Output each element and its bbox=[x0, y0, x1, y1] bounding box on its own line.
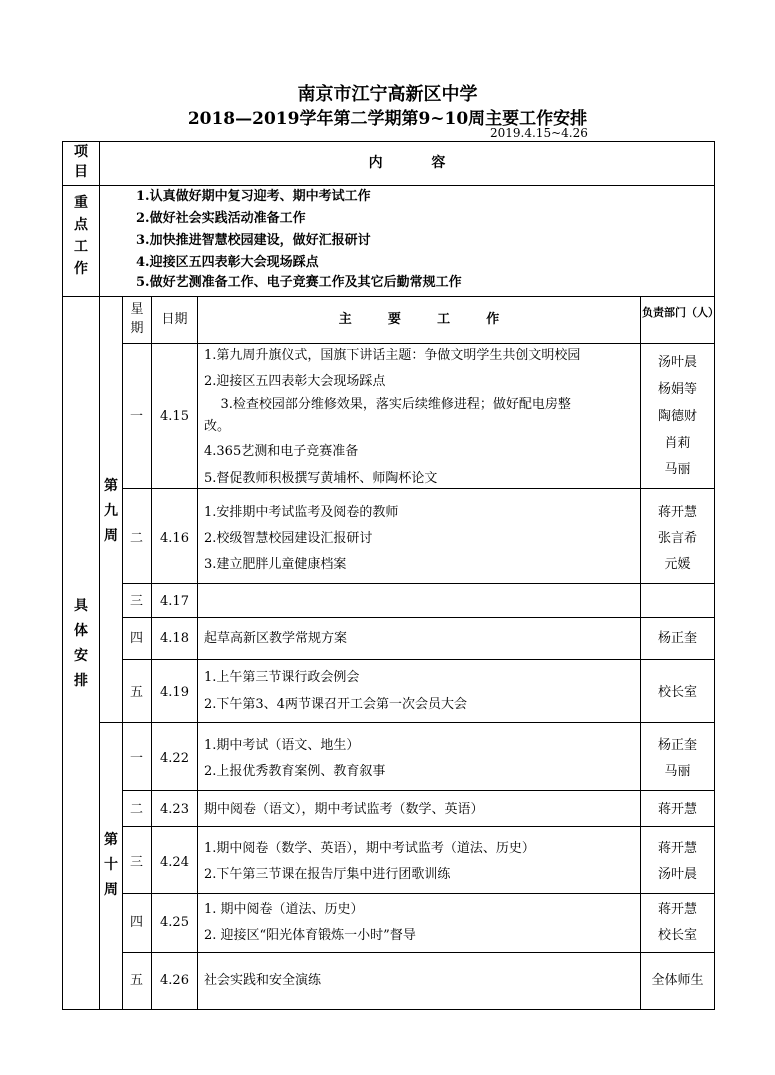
work-line: 1.期中考试（语文、地生） bbox=[204, 738, 360, 753]
work-line: 2.上报优秀教育案例、教育叙事 bbox=[204, 764, 386, 779]
date-range: 2019.4.15~4.26 bbox=[490, 126, 588, 140]
dept-cell: 蒋开慧 bbox=[657, 902, 697, 917]
key-work-item: 2.做好社会实践活动准备工作 bbox=[136, 211, 306, 226]
school-title: 南京市江宁高新区中学 bbox=[297, 84, 478, 105]
col-dept: 负责部门（人） bbox=[642, 306, 719, 319]
work-line: 期中阅卷（语文），期中考试监考（数学、英语） bbox=[204, 802, 484, 817]
dept-cell: 张言希 bbox=[657, 531, 697, 546]
dept-cell: 汤叶晨 bbox=[657, 355, 697, 370]
work-line: 1.第九周升旗仪式，国旗下讲话主题：争做文明学生共创文明校园 bbox=[204, 348, 581, 363]
date-cell: 4.23 bbox=[160, 802, 189, 817]
weekday-cell: 二 bbox=[129, 802, 143, 817]
work-line: 5.督促教师积极撰写黄埔杯、师陶杯论文 bbox=[204, 471, 438, 486]
dept-cell: 全体师生 bbox=[651, 973, 704, 988]
dept-cell: 蒋开慧 bbox=[657, 802, 697, 817]
work-line: 2.迎接区五四表彰大会现场踩点 bbox=[204, 374, 386, 389]
dept-cell: 杨正奎 bbox=[657, 738, 697, 753]
header-content: 内 容 bbox=[368, 155, 446, 171]
weekday-cell: 四 bbox=[129, 631, 143, 646]
work-line: 2.下午第三节课在报告厅集中进行团歌训练 bbox=[204, 867, 451, 882]
date-cell: 4.17 bbox=[160, 594, 189, 609]
work-line: 1.期中阅卷（数学、英语），期中考试监考（道法、历史） bbox=[204, 841, 535, 856]
weekday-cell: 一 bbox=[129, 409, 143, 424]
weekday-cell: 一 bbox=[129, 751, 143, 766]
dept-cell: 汤叶晨 bbox=[657, 867, 697, 882]
date-cell: 4.19 bbox=[160, 685, 189, 700]
dept-cell: 杨娟等 bbox=[657, 382, 697, 397]
weekday-cell: 五 bbox=[129, 685, 143, 700]
week9-label: 第九周 bbox=[104, 478, 118, 544]
col-work: 主 要 工 作 bbox=[338, 312, 500, 327]
dept-cell: 元媛 bbox=[664, 557, 691, 572]
key-work-label: 重点工作 bbox=[74, 195, 88, 277]
dept-cell: 蒋开慧 bbox=[657, 505, 697, 520]
date-cell: 4.25 bbox=[160, 915, 189, 930]
dept-cell: 马丽 bbox=[664, 764, 691, 779]
dept-cell: 杨正奎 bbox=[657, 631, 697, 646]
document-subtitle: 2018—2019学年第二学期第9~10周主要工作安排 bbox=[187, 109, 588, 129]
week10-label: 第十周 bbox=[104, 832, 118, 898]
work-line: 2. 迎接区“阳光体育锻炼一小时”督导 bbox=[204, 928, 416, 943]
work-line: 1. 期中阅卷（道法、历史） bbox=[204, 902, 364, 917]
date-cell: 4.18 bbox=[160, 631, 189, 646]
work-line: 改。 bbox=[204, 419, 231, 434]
dept-cell: 校长室 bbox=[657, 928, 697, 943]
col-weekday: 星期 bbox=[130, 302, 144, 336]
work-line: 2.下午第3、4两节课召开工会第一次会员大会 bbox=[204, 697, 467, 712]
weekday-cell: 三 bbox=[129, 855, 143, 870]
key-work-item: 1.认真做好期中复习迎考、期中考试工作 bbox=[136, 189, 371, 204]
work-line: 起草高新区教学常规方案 bbox=[204, 631, 348, 646]
header-project: 项目 bbox=[74, 144, 88, 180]
work-line: 3.检查校园部分维修效果，落实后续维修进程；做好配电房整 bbox=[204, 397, 571, 412]
work-line: 社会实践和安全演练 bbox=[204, 973, 322, 988]
dept-cell: 马丽 bbox=[664, 462, 691, 477]
col-date: 日期 bbox=[161, 312, 188, 327]
date-cell: 4.24 bbox=[160, 855, 189, 870]
work-line: 2.校级智慧校园建设汇报研讨 bbox=[204, 531, 373, 546]
key-work-item: 3.加快推进智慧校园建设，做好汇报研讨 bbox=[136, 233, 371, 248]
weekday-cell: 二 bbox=[129, 531, 143, 546]
dept-cell: 陶德财 bbox=[657, 409, 697, 424]
dept-cell: 蒋开慧 bbox=[657, 841, 697, 856]
weekday-cell: 三 bbox=[129, 594, 143, 609]
weekday-cell: 五 bbox=[129, 973, 143, 988]
work-line: 1.安排期中考试监考及阅卷的教师 bbox=[204, 505, 399, 520]
work-line: 3.建立肥胖儿童健康档案 bbox=[204, 557, 347, 572]
key-work-item: 5.做好艺测准备工作、电子竞赛工作及其它后勤常规工作 bbox=[136, 275, 462, 290]
work-line: 4.365艺测和电子竞赛准备 bbox=[204, 444, 359, 459]
dept-cell: 校长室 bbox=[657, 685, 697, 700]
weekday-cell: 四 bbox=[129, 915, 143, 930]
date-cell: 4.26 bbox=[160, 973, 189, 988]
dept-cell: 肖莉 bbox=[664, 436, 691, 451]
date-cell: 4.22 bbox=[160, 751, 189, 766]
schedule-label: 具体安排 bbox=[74, 598, 88, 689]
date-cell: 4.15 bbox=[160, 409, 189, 424]
date-cell: 4.16 bbox=[160, 531, 189, 546]
key-work-item: 4.迎接区五四表彰大会现场踩点 bbox=[136, 255, 319, 270]
work-line: 1.上午第三节课行政会例会 bbox=[204, 670, 360, 685]
